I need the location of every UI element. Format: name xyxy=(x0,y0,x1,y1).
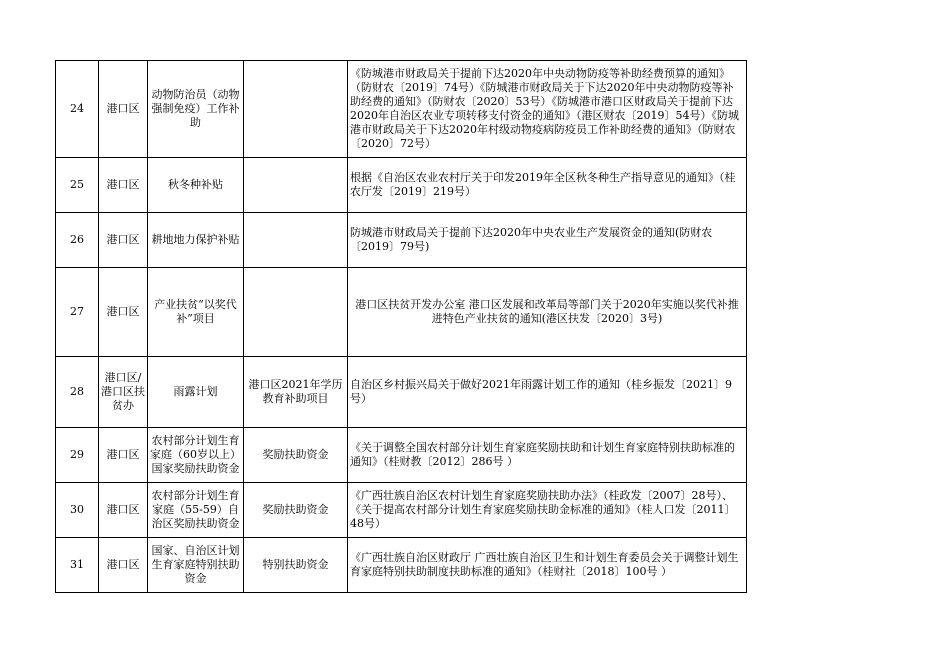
row-number: 25 xyxy=(56,158,99,213)
policy-basis-cell: 《防城港市财政局关于提前下达2020年中央动物防疫等补助经费预算的通知》（防财农〔2019〕74号）《防城港市财政局关于下达2020年中央动物防疫等补助经费的通知》（防财农〔2020〕53号）《防城港市港口区财政局关于提前下达2020年自治区农业专项转移支付资金的通知》（港区财农〔2019〕54号）《防城港市财政局关于下达2020年村级动物疫病防疫员工作补助经费的通知》（防财农〔2020〕72号） xyxy=(348,61,747,158)
category-cell xyxy=(244,158,348,213)
region-cell: 港口区/港口区扶贫办 xyxy=(99,357,148,428)
table-row xyxy=(56,213,747,268)
item-cell: 耕地地力保护补贴 xyxy=(148,213,244,268)
item-cell: 秋冬种补贴 xyxy=(148,158,244,213)
region-cell: 港口区 xyxy=(99,158,148,213)
table-row xyxy=(56,61,747,158)
row-number: 31 xyxy=(56,538,99,593)
table-row xyxy=(56,357,747,428)
policy-basis-cell: 《广西壮族自治区农村计划生育家庭奖励扶助办法》（桂政发〔2007〕28号）、《关于提高农村部分计划生育家庭奖励扶助金标准的通知》（桂人口发〔2011〕48号） xyxy=(348,483,747,538)
policy-basis-cell: 《广西壮族自治区财政厅 广西壮族自治区卫生和计划生育委员会关于调整计划生育家庭特别扶助制度扶助标准的通知》（桂财社〔2018〕100号 ） xyxy=(348,538,747,593)
table-row xyxy=(56,538,747,593)
table-row xyxy=(56,158,747,213)
item-cell: 产业扶贫“以奖代补”项目 xyxy=(148,268,244,357)
item-cell: 农村部分计划生育家庭（60岁以上）国家奖励扶助资金 xyxy=(148,428,244,483)
region-cell: 港口区 xyxy=(99,538,148,593)
policy-basis-cell: 根据《自治区农业农村厅关于印发2019年全区秋冬种生产指导意见的通知》（桂农厅发〔2019〕219号） xyxy=(348,158,747,213)
row-number: 30 xyxy=(56,483,99,538)
category-cell xyxy=(244,268,348,357)
policy-basis-cell: 《关于调整全国农村部分计划生育家庭奖励扶助和计划生育家庭特别扶助标准的通知》（桂财教〔2012〕286号 ） xyxy=(348,428,747,483)
item-cell: 雨露计划 xyxy=(148,357,244,428)
policy-basis-cell: 自治区乡村振兴局关于做好2021年雨露计划工作的通知（桂乡振发〔2021〕9号） xyxy=(348,357,747,428)
table-row xyxy=(56,428,747,483)
category-cell: 特别扶助资金 xyxy=(244,538,348,593)
row-number: 29 xyxy=(56,428,99,483)
policy-basis-cell: 港口区扶贫开发办公室 港口区发展和改革局等部门关于2020年实施以奖代补推进特色产业扶贫的通知(港区扶发〔2020〕3号) xyxy=(348,268,747,357)
region-cell: 港口区 xyxy=(99,483,148,538)
item-cell: 国家、自治区计划生育家庭特别扶助资金 xyxy=(148,538,244,593)
item-cell: 动物防治员（动物强制免疫）工作补助 xyxy=(148,61,244,158)
region-cell: 港口区 xyxy=(99,213,148,268)
row-number: 28 xyxy=(56,357,99,428)
table-row xyxy=(56,483,747,538)
region-cell: 港口区 xyxy=(99,428,148,483)
region-cell: 港口区 xyxy=(99,61,148,158)
policy-basis-cell: 防城港市财政局关于提前下达2020年中央农业生产发展资金的通知(防财农〔2019〕79号) xyxy=(348,213,747,268)
row-number: 27 xyxy=(56,268,99,357)
row-number: 26 xyxy=(56,213,99,268)
region-cell: 港口区 xyxy=(99,268,148,357)
table-row xyxy=(56,268,747,357)
category-cell: 奖励扶助资金 xyxy=(244,428,348,483)
category-cell xyxy=(244,213,348,268)
category-cell: 港口区2021年学历教育补助项目 xyxy=(244,357,348,428)
row-number: 24 xyxy=(56,61,99,158)
category-cell: 奖励扶助资金 xyxy=(244,483,348,538)
subsidy-table xyxy=(55,60,747,593)
category-cell xyxy=(244,61,348,158)
item-cell: 农村部分计划生育家庭（55-59）自治区奖励扶助资金 xyxy=(148,483,244,538)
